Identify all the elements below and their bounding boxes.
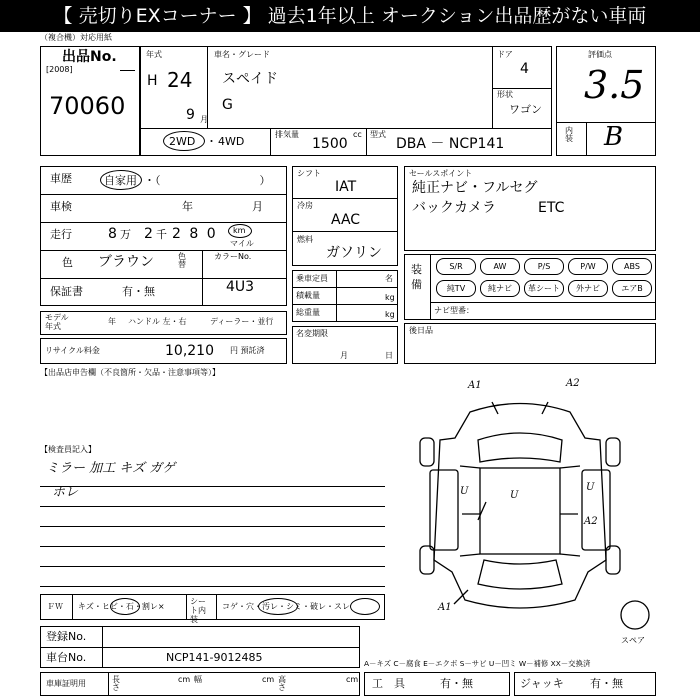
dealer: ディーラー・並行 (210, 317, 274, 326)
roof (480, 468, 560, 554)
ac: AAC (331, 212, 361, 228)
handle: ハンドル 左・右 (128, 317, 187, 326)
month-value: 9 (186, 107, 195, 123)
recycle-value: 10,210 (165, 343, 214, 359)
car-body (434, 404, 606, 609)
fuel: ガソリン (326, 245, 382, 261)
equipment-row1-1: AW (480, 258, 520, 275)
mileage-label: 走行 (50, 228, 72, 241)
color: ブラウン (98, 254, 154, 270)
lot-year-tag: [2008] (46, 65, 73, 74)
inspection-month: 月 (252, 200, 263, 213)
era: H (147, 73, 158, 89)
lot-number: 70060 (49, 92, 126, 120)
equipment-row2-3: 外ナビ (568, 280, 608, 297)
history-rest: ・（ ） (144, 174, 271, 187)
score-label: 評価点 (588, 50, 612, 59)
warranty: 有・無 (122, 285, 155, 298)
cert-length: 長さ (112, 675, 120, 692)
name-label: 車名・グレード (214, 50, 270, 59)
model-year-label: モデル年式 (45, 313, 69, 331)
fw-label: ＦＷ (47, 602, 63, 611)
drive-2wd: 2WD (169, 135, 196, 148)
front-left-tire (420, 438, 434, 466)
paper-note: （複合機）対応用紙 (40, 33, 112, 42)
spare-tire (621, 601, 649, 629)
displacement-label: 排気量 (275, 130, 299, 139)
tools-value: 有・無 (440, 677, 473, 690)
color-label: 色 (62, 256, 73, 269)
equipment-row1-3: P/W (568, 258, 608, 275)
sales-label: セールスポイント (409, 169, 473, 178)
mark-u-center: U (510, 490, 519, 501)
model: DBA － NCP141 (396, 136, 505, 152)
equipment-row2-2: 革シート (524, 280, 564, 297)
mark-a1-rear: A1 (438, 602, 452, 613)
shift: IAT (335, 179, 357, 195)
color-no: 4U3 (226, 279, 255, 295)
header-title: 【 売切りEXコーナー 】 過去1年以上 オークション出品歴がない車両 (0, 0, 700, 32)
history-value: 自家用 (104, 174, 137, 187)
left-side (430, 470, 458, 550)
capacity-unit: 名 (385, 274, 393, 283)
doors: 4 (520, 61, 529, 77)
cert-cm-2: cm (262, 675, 275, 684)
drive-4wd: 4WD (218, 135, 245, 148)
inspector-label: 【検査員記入】 (40, 445, 96, 454)
navi-label: ナビ型番： (434, 306, 474, 315)
jack-value: 有・無 (590, 677, 623, 690)
grade: G (222, 97, 233, 113)
reg-label: 登録No. (46, 630, 87, 643)
chassis-value: NCP141-9012485 (166, 651, 263, 664)
equipment-row1-0: S/R (436, 258, 476, 275)
interior-value: B (604, 122, 624, 152)
equipment-row1-4: ABS (612, 258, 652, 275)
sales-line2: バックカメラ ETC (412, 200, 565, 216)
model-year-unit: 年 (108, 317, 116, 326)
sales-line1: 純正ナビ・フルセグ (412, 180, 538, 196)
mark-a2-right: A2 (584, 516, 598, 527)
month-unit: 月 (200, 115, 208, 124)
inspection-label: 車検 (50, 200, 72, 213)
mileage-sen: 2 (144, 226, 153, 242)
mark-u-left: U (460, 486, 469, 497)
cert-cm-1: cm (178, 675, 191, 684)
inspector-line1: ミラー 加工 キズ ガゲ (46, 461, 176, 476)
warranty-label: 保証書 (50, 285, 83, 298)
color-no-label: カラーNo. (214, 252, 252, 261)
mark-u-right: U (586, 482, 595, 493)
equipment-row1-2: P/S (524, 258, 564, 275)
history-label: 車歴 (50, 172, 72, 185)
recycle-unit: 円 預託済 (230, 346, 265, 355)
seat-items: コゲ・穴・汚レ・シミ・破レ・スレ (222, 602, 350, 611)
car-name: スペイド (222, 71, 278, 87)
inspector-line2: ホレ (52, 485, 79, 500)
notes-label: 【出品店申告欄（不良箇所・欠品・注意事項等）】 (40, 368, 220, 377)
displacement: 1500 (312, 136, 348, 152)
front-right-tire (606, 438, 620, 466)
doors-label: ドア (497, 50, 513, 59)
gross-label: 総重量 (296, 308, 320, 317)
mark-a2-front: A2 (566, 378, 580, 389)
fw-items: キズ・ヒビ・石・割レ× (78, 602, 165, 611)
lot-label: 出品No. (62, 49, 117, 65)
shape: ワゴン (509, 103, 542, 116)
mile-unit: マイル (230, 239, 254, 248)
cc: cc (353, 130, 362, 139)
capacity-label: 乗車定員 (296, 274, 328, 283)
equipment-row2-1: 純ナビ (480, 280, 520, 297)
jack-label: ジャッキ (520, 677, 564, 690)
interior-label: 内装 (565, 126, 573, 143)
cert-width: 幅 (194, 675, 202, 684)
mileage-man: 8 (108, 226, 117, 242)
mileage-sen-unit: 千 (156, 228, 167, 241)
ac-label: 冷房 (297, 201, 313, 210)
seat-label: シート内装 (190, 597, 206, 624)
fuel-label: 燃料 (297, 235, 313, 244)
shape-label: 形状 (497, 90, 513, 99)
chassis-label: 車台No. (46, 651, 87, 664)
cert-height: 高さ (278, 675, 286, 692)
equipment-label: 装備 (411, 263, 422, 291)
shift-label: シフト (297, 169, 321, 178)
mileage-man-unit: 万 (120, 228, 131, 241)
tools-label: 工 具 (372, 677, 405, 690)
change-month: 月 (340, 351, 348, 360)
gross-unit: kg (385, 310, 395, 319)
score-value: 3.5 (584, 63, 645, 107)
cert-cm-3: cm (346, 675, 359, 684)
change-label: 名変期限 (296, 329, 328, 338)
change-day: 日 (385, 351, 393, 360)
load-unit: kg (385, 293, 395, 302)
inspection-year: 年 (182, 200, 193, 213)
km-unit: km (233, 226, 246, 235)
rear-window (478, 560, 562, 589)
mark-a1-front: A1 (468, 380, 482, 391)
cert-label: 車庫証明用 (46, 679, 86, 688)
model-label: 型式 (370, 130, 386, 139)
paint-change: 色替 (178, 252, 186, 269)
load-label: 積載量 (296, 291, 320, 300)
year-label: 年式 (146, 50, 162, 59)
equipment-row2-0: 純TV (436, 280, 476, 297)
windshield (478, 433, 562, 462)
equipment-row2-4: エアB (612, 280, 652, 297)
recycle-label: リサイクル料金 (45, 346, 100, 355)
defect-legend: A－キズ C－腐食 E－エクボ S－サビ U－凹ミ W－補修 XX－交換済 (364, 659, 591, 668)
year-value: 24 (167, 68, 193, 92)
rear-label: 後日品 (409, 326, 433, 335)
mileage-rest: 2 8 0 (172, 226, 218, 242)
spare-label: スペア (621, 636, 645, 645)
